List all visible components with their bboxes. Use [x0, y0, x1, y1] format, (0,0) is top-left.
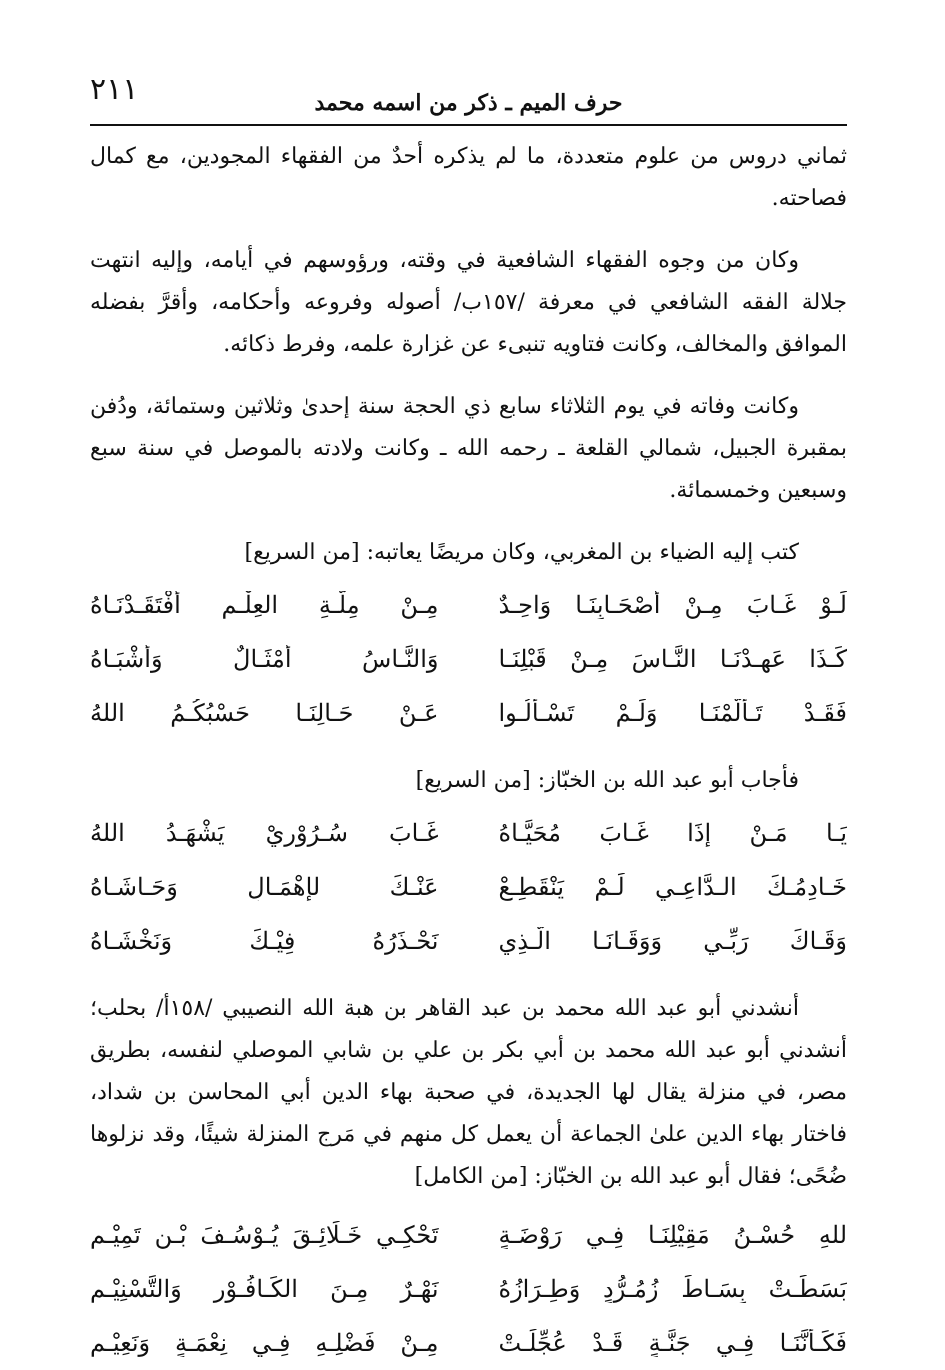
header-divider — [90, 124, 847, 126]
poem-3 — [90, 1208, 847, 1370]
verse — [90, 1262, 847, 1316]
running-title: حرف الميم ـ ذكر من اسمه محمد — [314, 90, 623, 116]
verse-first-hemistich: كَـذَا عَهِـدْنَـا النَّـاسَ مِـنْ قَبْلِنَـا — [498, 645, 847, 673]
verse-first-hemistich: لَـوْ غَـابَ مِـنْ أَصْحَـابِنَـا وَاحِـدٌ — [498, 591, 847, 619]
verse-second-hemistich: تَحْكِـي خَـلَائِـقَ يُـوْسُـفَ بْـنِ تَمِيْـمِ — [90, 1221, 439, 1249]
paragraph-3: وكانت وفاته في يوم الثلاثاء سابع ذي الحجة سنة إحدىٰ وثلاثين وستمائة، ودُفن بمقبرة الجبيل، شمالي القلعة ـ رحمه الله ـ وكانت ولادته بالموصل في سنة سبع وسبعين وخمسمائة. — [90, 394, 847, 503]
verse — [90, 632, 847, 686]
poem-1 — [90, 578, 847, 740]
page-body — [90, 136, 847, 1370]
verse — [90, 1208, 847, 1262]
poem-2-intro: فأجاب أبو عبد الله بن الخبّاز: [من السريع] — [415, 768, 799, 793]
verse — [90, 1316, 847, 1370]
verse-first-hemistich: وَقَـاكَ رَبِّـي وَوَقَـانَـا الَّـذِي — [498, 927, 847, 955]
paragraph-4: أنشدني أبو عبد الله محمد بن عبد القاهر بن هبة الله النصيبي /١٥٨أ/ بحلب؛ أنشدني أبو عبد الله محمد بن أبي بكر بن علي بن شابي الموصلي لنفسه، بطريق مصر، في منزلة يقال لها الجديدة، في صحبة بهاء الدين أبي المحاسن بن شداد، فاختار بهاء الدين علىٰ الجماعة أن يعمل كل منهم في مَرج المنزلة شيئًا، وقد نزلوها ضُحًى؛ فقال أبو عبد الله بن الخبّاز: [من الكامل] — [90, 996, 847, 1189]
verse-first-hemistich: يَـا مَـنْ إِذَا غَـابَ مُحَيَّـاهُ — [498, 819, 847, 847]
verse-first-hemistich: للهِ حُسْـنُ مَقِيْلِنَـا فِـي رَوْضَـةٍ — [498, 1221, 847, 1249]
verse-first-hemistich: فَكَـأَنَّنَـا فِـي جَنَّـةٍ قَـدْ عُجِّلَـتْ — [498, 1329, 847, 1357]
paragraph-2: وكان من وجوه الفقهاء الشافعية في وقته، ورؤوسهم في أيامه، وإليه انتهت جلالة الفقه الشافعي في معرفة /١٥٧ب/ أصوله وفروعه وأحكامه، وأقرَّ بفضله الموافق والمخالف، وكانت فتاويه تنبىء عن غزارة علمه، وفرط ذكائه. — [90, 248, 847, 357]
verse — [90, 578, 847, 632]
verse-second-hemistich: مِـنْ فَضْلِـهِ فِـي نِعْمَـةٍ وَنَعِيْـمِ — [90, 1329, 439, 1357]
verse-first-hemistich: خَـادِمُـكَ الـدَّاعِـي لَـمْ يَنْقَطِـعْ — [498, 873, 847, 901]
page-number: ٢١١ — [90, 72, 139, 107]
poem-2 — [90, 806, 847, 968]
verse-first-hemistich: بَسَطَـتْ بِسَـاطَ زُمُـرُّدٍ وَطِـرَازُهُ — [498, 1275, 847, 1303]
poem-1-intro: كتب إليه الضياء بن المغربي، وكان مريضًا يعاتبه: [من السريع] — [244, 540, 799, 565]
verse — [90, 860, 847, 914]
verse-first-hemistich: فَقَـدْ تَـأَلَّمْنَـا وَلَـمْ تَسْـأَلُـوا — [498, 699, 847, 727]
verse-second-hemistich: عَـنْ حَـالِنَـا حَسْبُكُـمُ اللهُ — [90, 699, 439, 727]
verse-second-hemistich: نَهْـرٌ مِـنَ الكَـافُـوْرِ وَالتَّسْنِيْـمِ — [90, 1275, 439, 1303]
page-header — [90, 60, 847, 124]
verse — [90, 686, 847, 740]
paragraph-1: ثماني دروس من علوم متعددة، ما لم يذكره أحدٌ من الفقهاء المجودين، مع كمال فصاحته. — [90, 144, 847, 211]
verse-second-hemistich: وَالنَّـاسُ أَمْثَـالٌ وَأَشْبَـاهُ — [90, 645, 439, 673]
verse-second-hemistich: نَحْـذَرُهُ فِيْـكَ وَنَخْشَـاهُ — [90, 927, 439, 955]
verse-second-hemistich: مِـنْ مِلَّـةِ العِلْـمِ أَفْتَقَـدْنَـاهُ — [90, 591, 439, 619]
verse-second-hemistich: عَنْـكَ لإِهْمَـالٍ وَحَـاشَـاهُ — [90, 873, 439, 901]
verse — [90, 914, 847, 968]
verse-second-hemistich: غَـابَ سُـرُوْرِيْ يَشْهَـدُ اللهُ — [90, 819, 439, 847]
verse — [90, 806, 847, 860]
